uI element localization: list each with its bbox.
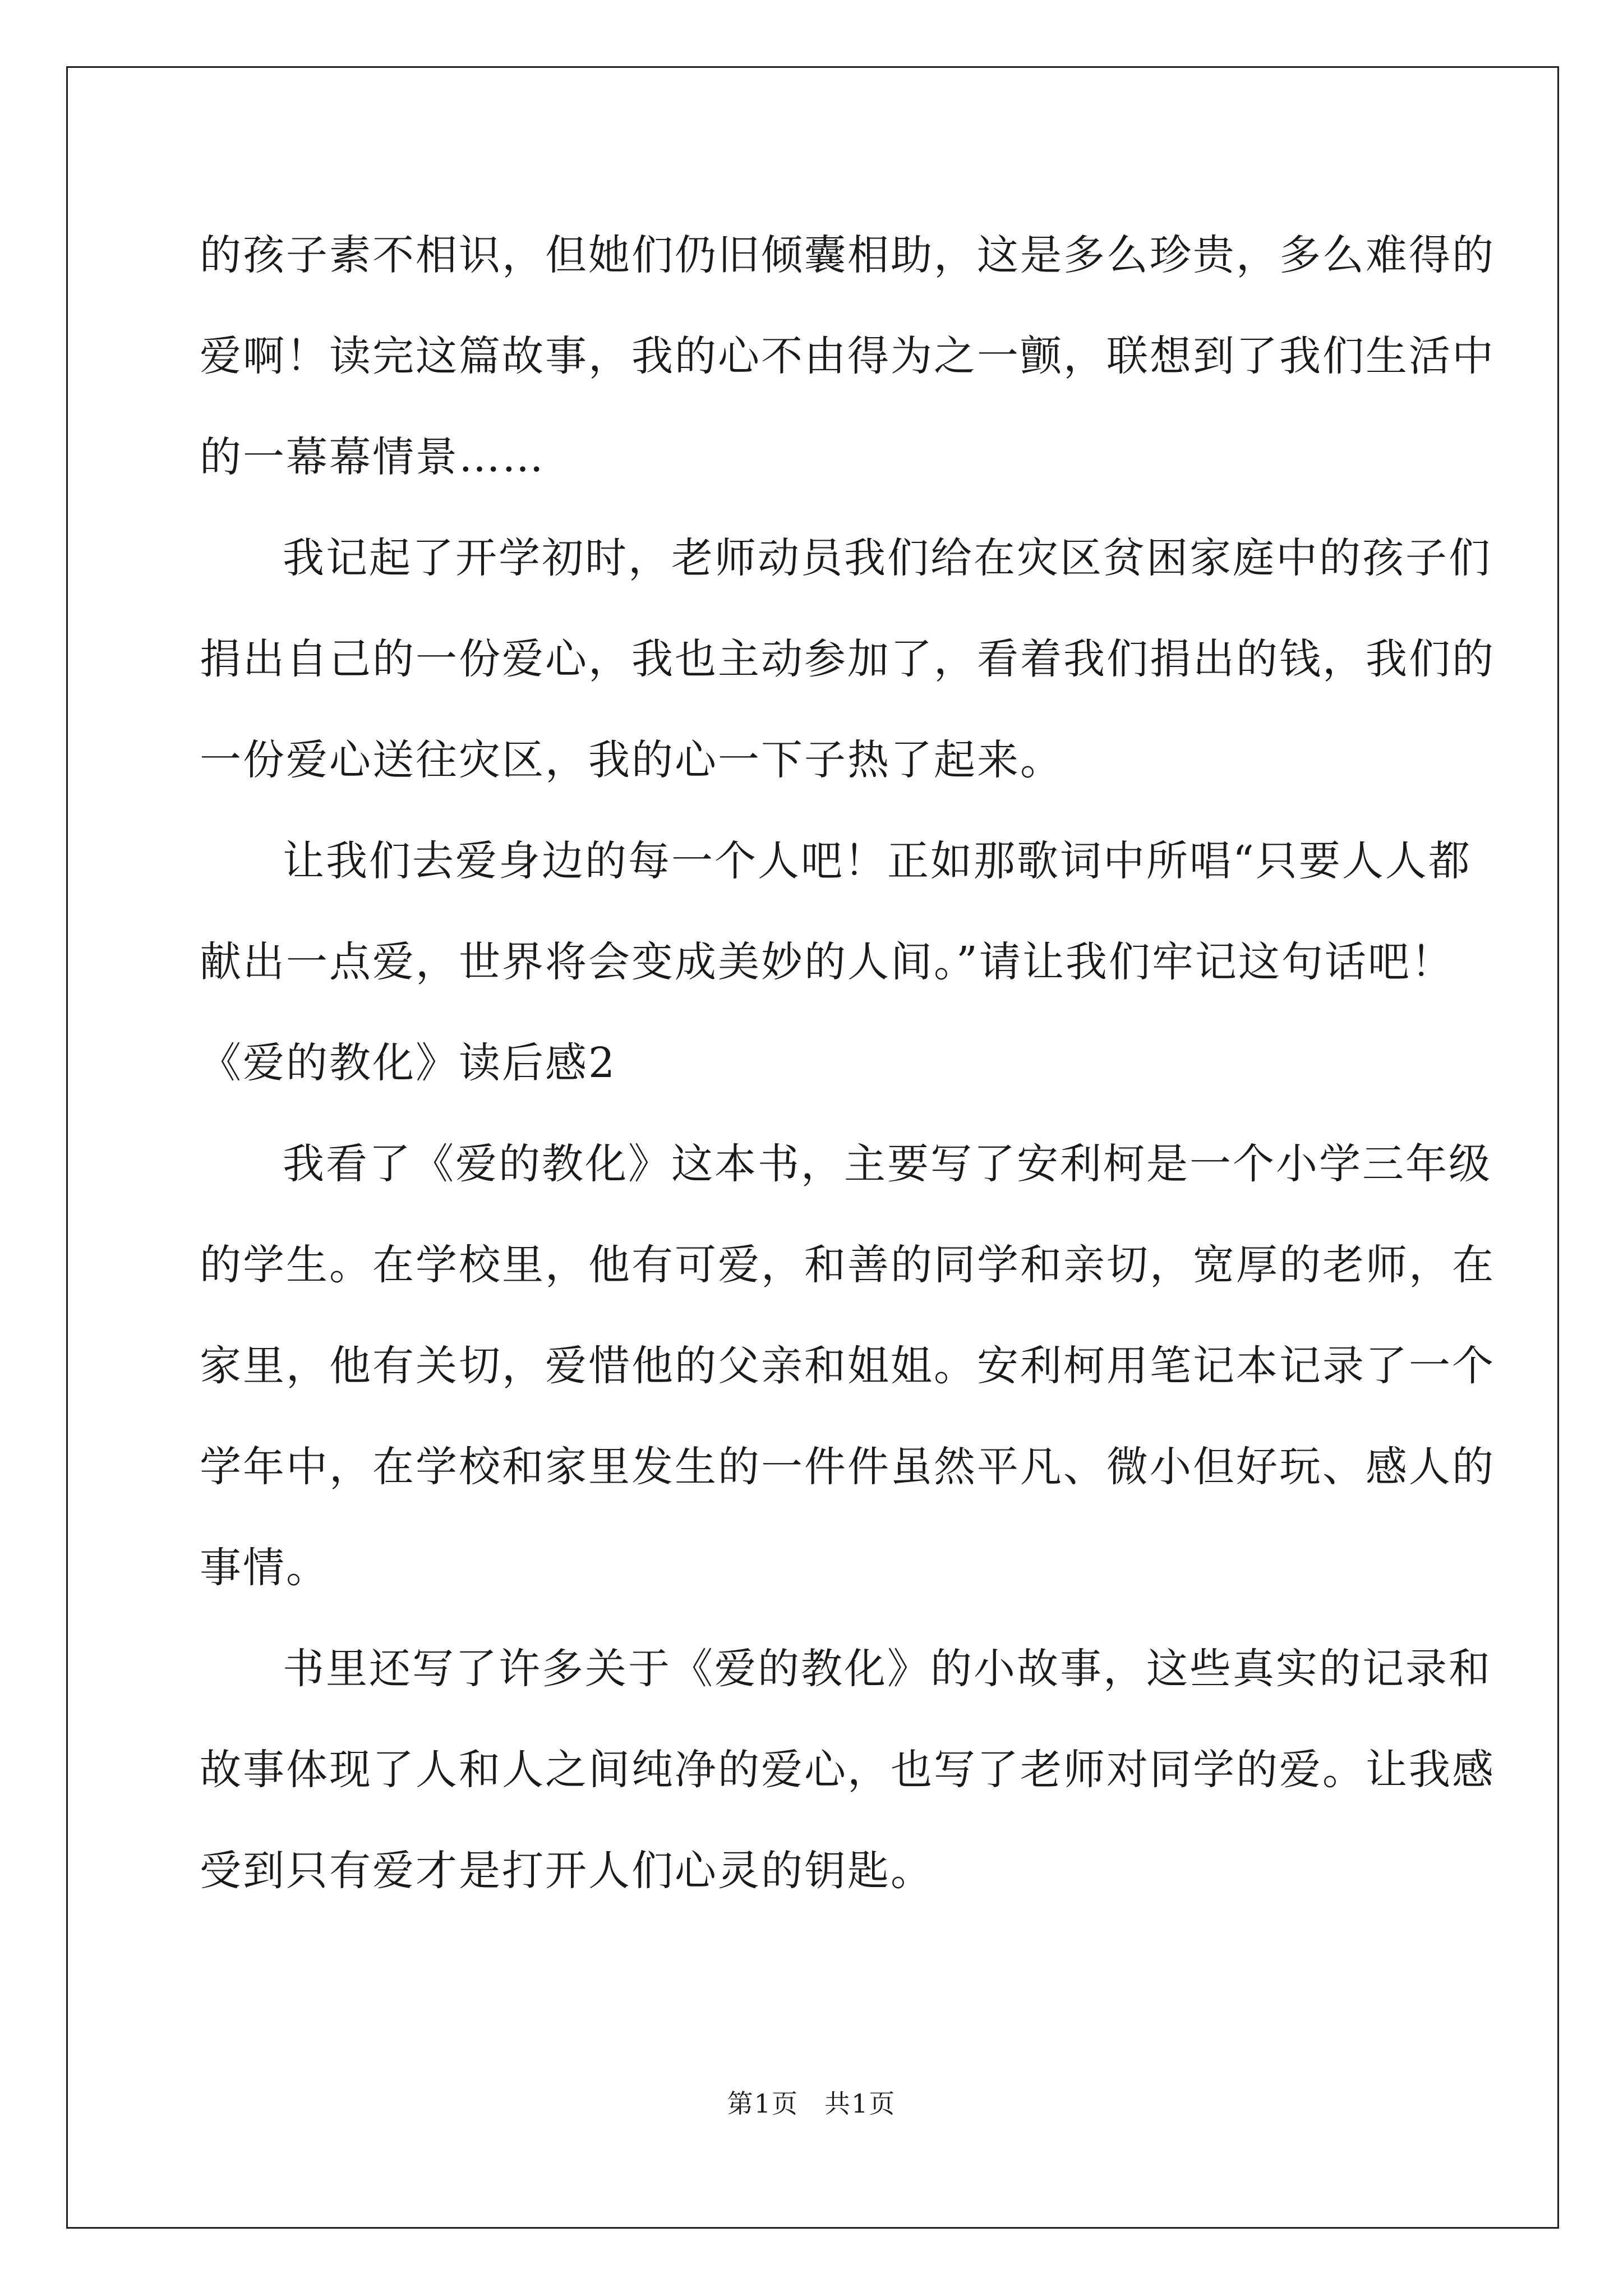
- text-line: 事情。: [200, 1544, 329, 1592]
- page-total: 共1页: [824, 2088, 896, 2119]
- text-line: 的学生。在学校里，他有可爱，和善的同学和亲切，宽厚的老师，在: [200, 1241, 1495, 1289]
- text-line: 的孩子素不相识，但她们仍旧倾囊相助，这是多么珍贵，多么难得的: [200, 231, 1495, 279]
- text-line: 爱啊！读完这篇故事，我的心不由得为之一颤，联想到了我们生活中: [200, 332, 1495, 380]
- section-heading: 《爱的教化》读后感2: [200, 1039, 617, 1087]
- paragraph-start: 书里还写了许多关于《爱的教化》的小故事，这些真实的记录和: [283, 1645, 1492, 1693]
- text-line: 受到只有爱才是打开人们心灵的钥匙。: [200, 1847, 934, 1895]
- text-line: 的一幕幕情景……: [200, 433, 545, 481]
- text-line: 故事体现了人和人之间纯净的爱心，也写了老师对同学的爱。让我感: [200, 1746, 1495, 1794]
- paragraph-start: 我记起了开学初时，老师动员我们给在灾区贫困家庭中的孩子们: [283, 534, 1492, 582]
- text-line: 家里，他有关切，爱惜他的父亲和姐姐。安利柯用笔记本记录了一个: [200, 1342, 1495, 1390]
- document-body: [200, 205, 1495, 1921]
- text-line: 捐出自己的一份爱心，我也主动参加了，看着我们捐出的钱，我们的: [200, 635, 1495, 683]
- text-line: 献出一点爱，世界将会变成美妙的人间。”请让我们牢记这句话吧！: [200, 938, 1454, 986]
- page-number: 第1页: [727, 2088, 799, 2119]
- paragraph-start: 让我们去爱身边的每一个人吧！正如那歌词中所唱“只要人人都: [283, 837, 1472, 885]
- paragraph-start: 我看了《爱的教化》这本书，主要写了安利柯是一个小学三年级: [283, 1140, 1492, 1188]
- text-line: 一份爱心送往灾区，我的心一下子热了起来。: [200, 736, 1063, 784]
- page-footer: [0, 2087, 1623, 2120]
- text-line: 学年中，在学校和家里发生的一件件虽然平凡、微小但好玩、感人的: [200, 1443, 1495, 1491]
